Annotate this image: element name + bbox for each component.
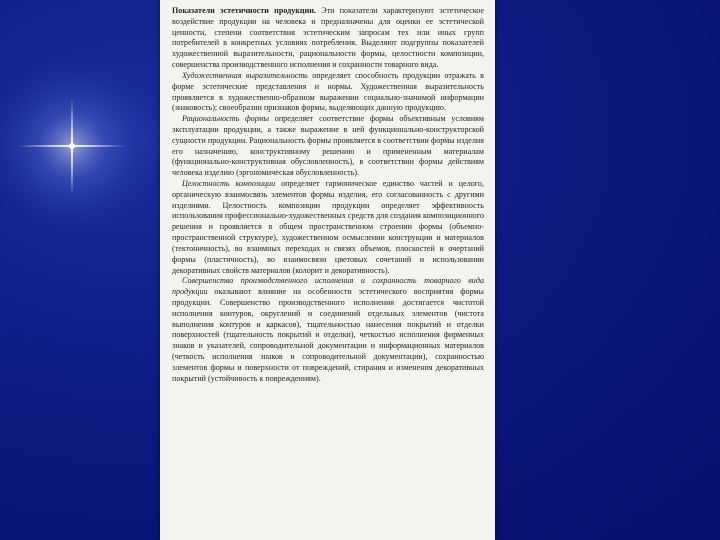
body-text: оказывают влияние на особенности эстетического восприятия формы продукции. Совершенство производственного исполнения достигается чистотой исполнения контуров, округлений и соединений отдельных элементов (чистота выполнения контуров и каркасов), тщательностью нанесения покрытий и отделки поверхностей (тщательность покрытий и отделки), четкостью исполнения фирменных знаков и указателей, сопроводительной документации и информационных материалов (четкость исполнения знаков и сопроводительной документации), сохранностью элементов формы и поверхности от повреждений, стирания и изменения декоративных покрытий (устойчивость к повреждениям). — [172, 287, 484, 383]
paragraph — [172, 179, 484, 276]
body-text: определяет соответствие формы объективным условиям эксплуатации продукции, а также выражение в ней функционально-конструкторской сущности продукции. Рациональность формы проявляется в соответствии формы изделия его назначению, конструктивному решению и примененным материалам (функционально-конструктивная обусловленность), в соответствии формы действиям человека изделию (эргономическая обусловленность). — [172, 114, 484, 178]
bold-term: Показатели эстетичности продукции. — [172, 6, 316, 15]
paragraph — [172, 114, 484, 179]
body-text: определяет способность продукции отражать в форме эстетические представления и нормы. Художественная выразительность проявляется в художественно-образном выражении социально-значимой информации (знаковость); своеобразии признаков формы, выделяющих данную продукцию. — [172, 70, 484, 113]
scanned-page — [160, 0, 495, 540]
paragraph — [172, 6, 484, 71]
italic-term: Рациональность формы — [182, 114, 270, 124]
italic-term: Совершенство производственного исполнения и сохранность товарного вида продукции — [172, 276, 484, 297]
italic-term: Художественная выразительность — [182, 70, 308, 80]
body-text: определяет гармоническое единство частей и целого, органическую взаимосвязь элементов формы изделия, его согласованность с другими изделиями. Целостность композиции продукции определяет эффективность использования профессионально-художественных средств для создания композиционного решения и проявляется в общем пространственном строении формы (объемно-пространственной структуре), художественном осмыслении конструкции и материалов (тектоничность), во взаимных переходах и связях объемов, плоскостей и очертаний формы (пластичность), во взаимосвязи цветовых сочетаний и использовании декоративных свойств материалов (колорит и декоративность). — [172, 179, 484, 275]
paragraph — [172, 276, 484, 384]
body-text: Эти показатели характеризуют эстетическое воздействие продукции на человека и предназначены для оценки ее эстетической ценности, степени соответствия эстетическим запросам тех или иных групп потребителей в конкретных условиях потребления. Выделяют подгруппы показателей художественной выразительности, рациональности формы, целостности композиции, совершенства производственного исполнения и сохранности товарного вида. — [172, 6, 484, 70]
paragraph — [172, 71, 484, 114]
page-text — [172, 6, 484, 384]
italic-term: Целостность композиции — [182, 179, 276, 188]
